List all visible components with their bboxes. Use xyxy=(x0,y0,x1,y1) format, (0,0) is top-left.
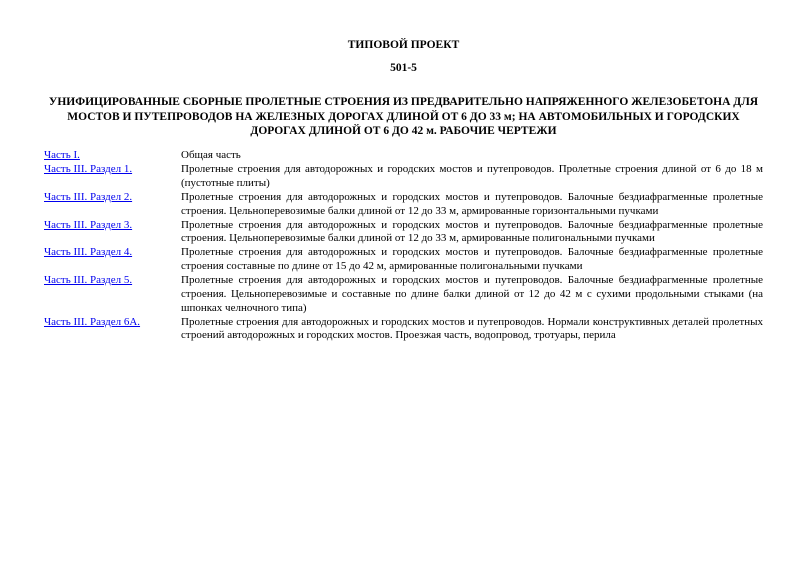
toc-description: Пролетные строения для автодорожных и городских мостов и путепроводов. Балочные бездиафрагменные пролетные строения составные по длине от 15 до 42 м, армированные полигональными пучками xyxy=(181,246,763,273)
toc-link-part-3-section-1[interactable]: Часть III. Раздел 1. xyxy=(44,162,133,175)
toc-row xyxy=(44,163,763,191)
table-of-contents xyxy=(44,149,763,343)
toc-link-part-1[interactable]: Часть I. xyxy=(44,149,80,161)
toc-description: Пролетные строения для автодорожных и городских мостов и путепроводов. Пролетные строения длиной от 6 до 18 м (пустотные плиты) xyxy=(181,162,763,189)
toc-row xyxy=(44,219,763,247)
toc-link-part-3-section-5[interactable]: Часть III. Раздел 5. xyxy=(44,274,133,287)
toc-row xyxy=(44,191,763,219)
toc-row xyxy=(44,246,763,274)
toc-description: Пролетные строения для автодорожных и городских мостов и путепроводов. Балочные бездиафрагменные пролетные строения. Цельноперевозимые балки длиной от 12 до 33 м, армированные полигональными пучками xyxy=(181,218,763,245)
toc-description: Пролетные строения для автодорожных и городских мостов и путепроводов. Балочные бездиафрагменные пролетные строения. Цельноперевозимые и составные по длине балки длиной от 12 до 42 м с сухими продольными стыками (на шпонках челночного типа) xyxy=(181,274,763,314)
toc-row xyxy=(44,274,763,315)
project-number-heading: 501-5 xyxy=(390,62,417,74)
toc-link-part-3-section-4[interactable]: Часть III. Раздел 4. xyxy=(44,246,133,259)
toc-description: Пролетные строения для автодорожных и городских мостов и путепроводов. Балочные бездиафрагменные пролетные строения. Цельноперевозимые балки длиной от 12 до 33 м, армированные горизонтальными пучками xyxy=(181,190,763,217)
toc-description: Пролетные строения для автодорожных и городских мостов и путепроводов. Нормали конструктивных деталей пролетных строений автодорожных и городских мостов. Проезжая часть, водопровод, тротуары, перила xyxy=(181,315,763,342)
project-type-heading: ТИПОВОЙ ПРОЕКТ xyxy=(347,39,460,51)
toc-row xyxy=(44,316,763,344)
toc-row xyxy=(44,149,763,163)
document-title: УНИФИЦИРОВАННЫЕ СБОРНЫЕ ПРОЛЕТНЫЕ СТРОЕНИЯ ИЗ ПРЕДВАРИТЕЛЬНО НАПРЯЖЕННОГО ЖЕЛЕЗОБЕТОНА ДЛЯ МОСТОВ И ПУТЕПРОВОДОВ НА ЖЕЛЕЗНЫХ ДОРОГАХ ДЛИНОЙ ОТ 6 ДО 33 м; НА АВТОМОБИЛЬНЫХ И ГОРОДСКИХ ДОРОГАХ ДЛИНОЙ ОТ 6 ДО 42 м. РАБОЧИЕ ЧЕРТЕЖИ xyxy=(48,96,759,137)
toc-link-part-3-section-6a[interactable]: Часть III. Раздел 6А. xyxy=(44,315,141,328)
toc-link-part-3-section-3[interactable]: Часть III. Раздел 3. xyxy=(44,218,133,231)
toc-description: Общая часть xyxy=(181,149,241,161)
toc-link-part-3-section-2[interactable]: Часть III. Раздел 2. xyxy=(44,190,133,203)
